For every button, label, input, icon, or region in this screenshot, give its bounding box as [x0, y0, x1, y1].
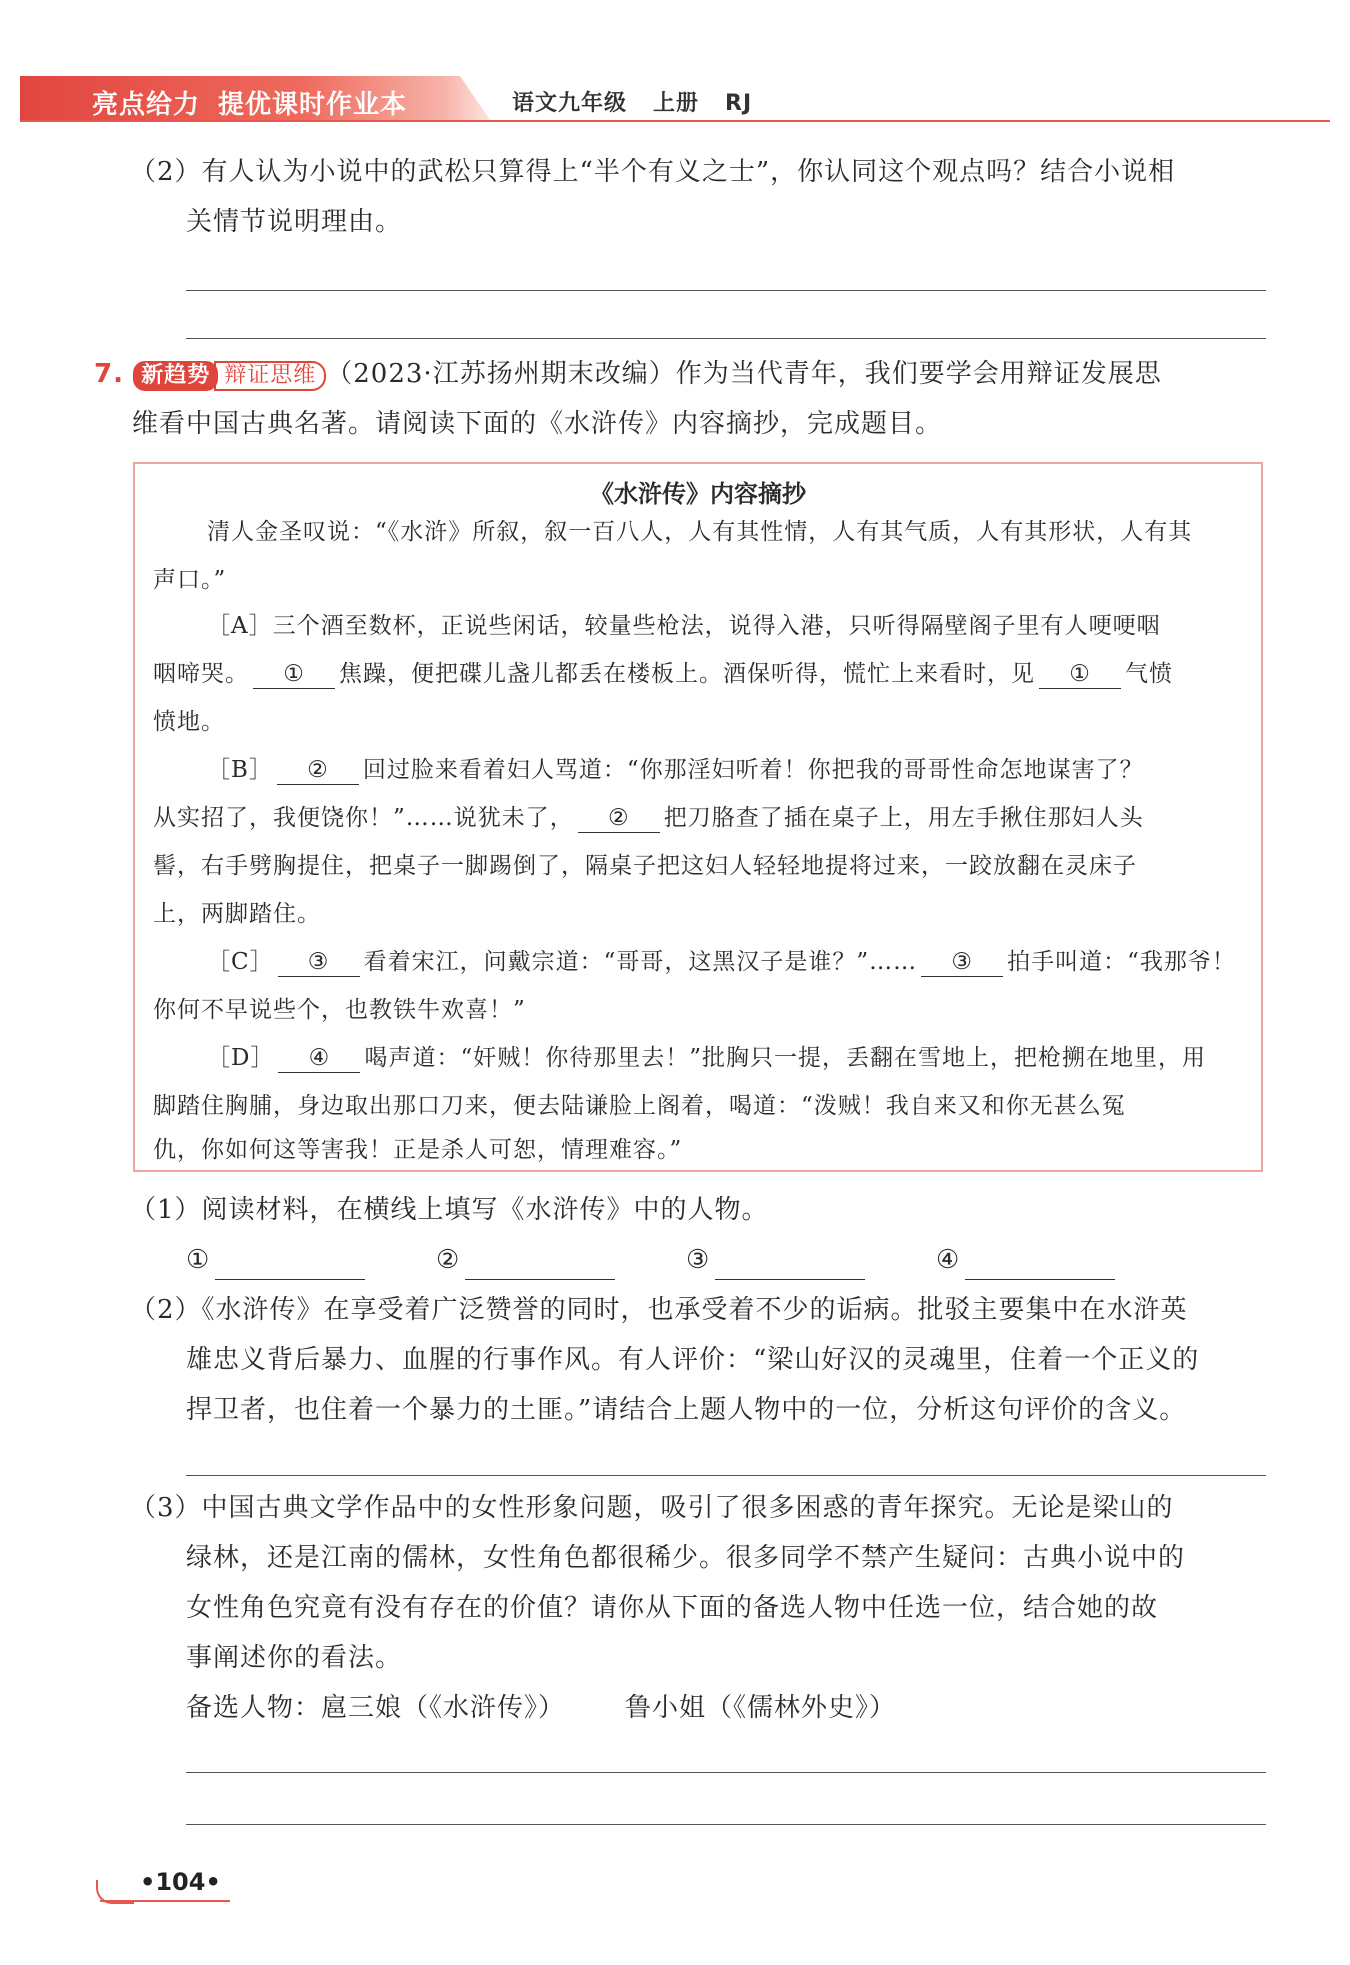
excerpt-c-line2: 你何不早说些个，也教铁牛欢喜！”	[153, 997, 526, 1023]
blank-3[interactable]: ③	[921, 948, 1003, 977]
excerpt-d-line2: 脚踏住胸脯，身边取出那口刀来，便去陆谦脸上阁着，喝道：“泼贼！我自来又和你无甚么冤	[153, 1093, 1126, 1119]
excerpt-a-line1: ［A］三个酒至数杯，正说些闲话，较量些枪法，说得入港，只听得隔壁阁子里有人哽哽咽	[207, 613, 1161, 639]
fill-item-4	[936, 1240, 1115, 1280]
answer-line[interactable]	[186, 290, 1266, 291]
excerpt-b-line4: 上，两脚踏住。	[153, 901, 321, 927]
option-1: 备选人物：扈三娘（《水浒传》）	[186, 1693, 566, 1723]
q7-part2-line2: 雄忠义背后暴力、血腥的行事作风。有人评价：“梁山好汉的灵魂里，住着一个正义的	[186, 1345, 1200, 1375]
excerpt-text: ［C］	[207, 949, 274, 975]
excerpt-text: 回过脸来看着妇人骂道：“你那淫妇听着！你把我的哥哥性命怎地谋害了？	[362, 757, 1144, 783]
tag-new-trend: 新趋势	[133, 361, 218, 391]
item-marker: ④	[936, 1245, 960, 1275]
q7-part3-line1: （3）中国古典文学作品中的女性形象问题，吸引了很多困惑的青年探究。无论是梁山的	[130, 1493, 1174, 1523]
excerpt-d-line1	[207, 1040, 1206, 1076]
q7-part3-line3: 女性角色究竟有没有存在的价值？请你从下面的备选人物中任选一位，结合她的故	[186, 1593, 1159, 1623]
q7-stem-line1	[94, 354, 1162, 394]
excerpt-text: 拍手叫道：“我那爷！	[1007, 949, 1236, 975]
answer-blank[interactable]	[465, 1251, 615, 1280]
excerpt-a-line3: 愤地。	[153, 709, 225, 735]
page-header	[20, 76, 1330, 124]
excerpt-text: 把刀胳查了插在桌子上，用左手揪住那妇人头	[663, 805, 1144, 831]
header-subject	[512, 86, 778, 117]
fill-item-1	[186, 1240, 365, 1280]
excerpt-text: 气愤	[1125, 661, 1173, 687]
answer-line[interactable]	[186, 338, 1266, 339]
q7-part3-line2: 绿林，还是江南的儒林，女性角色都很稀少。很多同学不禁产生疑问：古典小说中的	[186, 1543, 1186, 1573]
answer-blank[interactable]	[215, 1251, 365, 1280]
q7-stem-text: （2023·江苏扬州期末改编）作为当代青年，我们要学会用辩证发展思	[326, 359, 1162, 389]
item-marker: ②	[436, 1245, 460, 1275]
answer-line[interactable]	[186, 1772, 1266, 1773]
series-name: 提优课时作业本	[218, 90, 408, 120]
item-marker: ③	[686, 1245, 710, 1275]
blank-2[interactable]: ②	[277, 756, 359, 785]
option-2: 鲁小姐（《儒林外史》）	[625, 1693, 897, 1723]
q6-part2-line1: （2）有人认为小说中的武松只算得上“半个有义之士”，你认同这个观点吗？结合小说相	[130, 157, 1176, 187]
tag-dialectic-thinking: 辩证思维	[214, 361, 326, 391]
page-number-rule	[100, 1900, 230, 1902]
blank-1[interactable]: ①	[1039, 660, 1121, 689]
question-number: 7.	[94, 359, 124, 389]
blank-3[interactable]: ③	[278, 948, 360, 977]
q7-part3-line4: 事阐述你的看法。	[186, 1643, 403, 1673]
answer-blank[interactable]	[715, 1251, 865, 1280]
blank-4[interactable]: ④	[278, 1044, 360, 1073]
excerpt-text: 从实招了，我便饶你！”……说犹未了，	[153, 805, 574, 831]
candidate-options	[186, 1688, 896, 1728]
excerpt-title: 《水浒传》内容摘抄	[590, 480, 806, 508]
answer-line[interactable]	[186, 1475, 1266, 1476]
header-rule	[20, 120, 1330, 122]
blank-1[interactable]: ①	[253, 660, 335, 689]
excerpt-box	[133, 462, 1263, 1172]
excerpt-b-line2	[153, 800, 1144, 836]
excerpt-intro-line2: 声口。”	[153, 567, 227, 593]
excerpt-b-line3: 髻，右手劈胸提住，把桌子一脚踢倒了，隔桌子把这妇人轻轻地提将过来，一跤放翻在灵床子	[153, 853, 1137, 879]
excerpt-c-line1	[207, 944, 1236, 980]
fill-item-3	[686, 1240, 865, 1280]
blank-2[interactable]: ②	[578, 804, 660, 833]
brand-name: 亮点给力	[92, 90, 201, 120]
q7-part2-line3: 捍卫者，也住着一个暴力的土匪。”请结合上题人物中的一位，分析这句评价的含义。	[186, 1395, 1187, 1425]
volume: 上册	[653, 91, 700, 116]
excerpt-text: 喝声道：“奸贼！你待那里去！”批胸只一提，丢翻在雪地上，把枪搠在地里，用	[364, 1045, 1206, 1071]
q7-part1-text: （1）阅读材料，在横线上填写《水浒传》中的人物。	[130, 1195, 769, 1225]
answer-blank[interactable]	[965, 1251, 1115, 1280]
excerpt-d-line3: 仇，你如何这等害我！正是杀人可恕，情理难容。”	[153, 1137, 683, 1163]
q6-part2-line2: 关情节说明理由。	[186, 207, 403, 237]
excerpt-a-line2	[153, 656, 1173, 692]
edition: RJ	[725, 91, 753, 116]
q7-stem-line2: 维看中国古典名著。请阅读下面的《水浒传》内容摘抄，完成题目。	[132, 409, 943, 439]
header-brand	[92, 84, 407, 121]
excerpt-b-line1	[207, 752, 1144, 788]
page-number: •104•	[140, 1868, 221, 1896]
excerpt-text: 焦躁，便把碟儿盏儿都丢在楼板上。酒保听得，慌忙上来看时，见	[339, 661, 1035, 687]
excerpt-text: 看着宋江，问戴宗道：“哥哥，这黑汉子是谁？”……	[363, 949, 918, 975]
answer-line[interactable]	[186, 1824, 1266, 1825]
excerpt-text: ［D］	[207, 1045, 275, 1071]
excerpt-text: ［B］	[207, 757, 273, 783]
subject-grade: 语文九年级	[512, 91, 628, 116]
excerpt-text: 咽啼哭。	[153, 661, 249, 687]
item-marker: ①	[186, 1245, 210, 1275]
fill-item-2	[436, 1240, 615, 1280]
q7-part2-line1: （2）《水浒传》在享受着广泛赞誉的同时，也承受着不少的诟病。批驳主要集中在水浒英	[130, 1295, 1188, 1325]
excerpt-intro-line1: 清人金圣叹说：“《水浒》所叙，叙一百八人，人有其性情，人有其气质，人有其形状，人有其	[207, 519, 1193, 545]
